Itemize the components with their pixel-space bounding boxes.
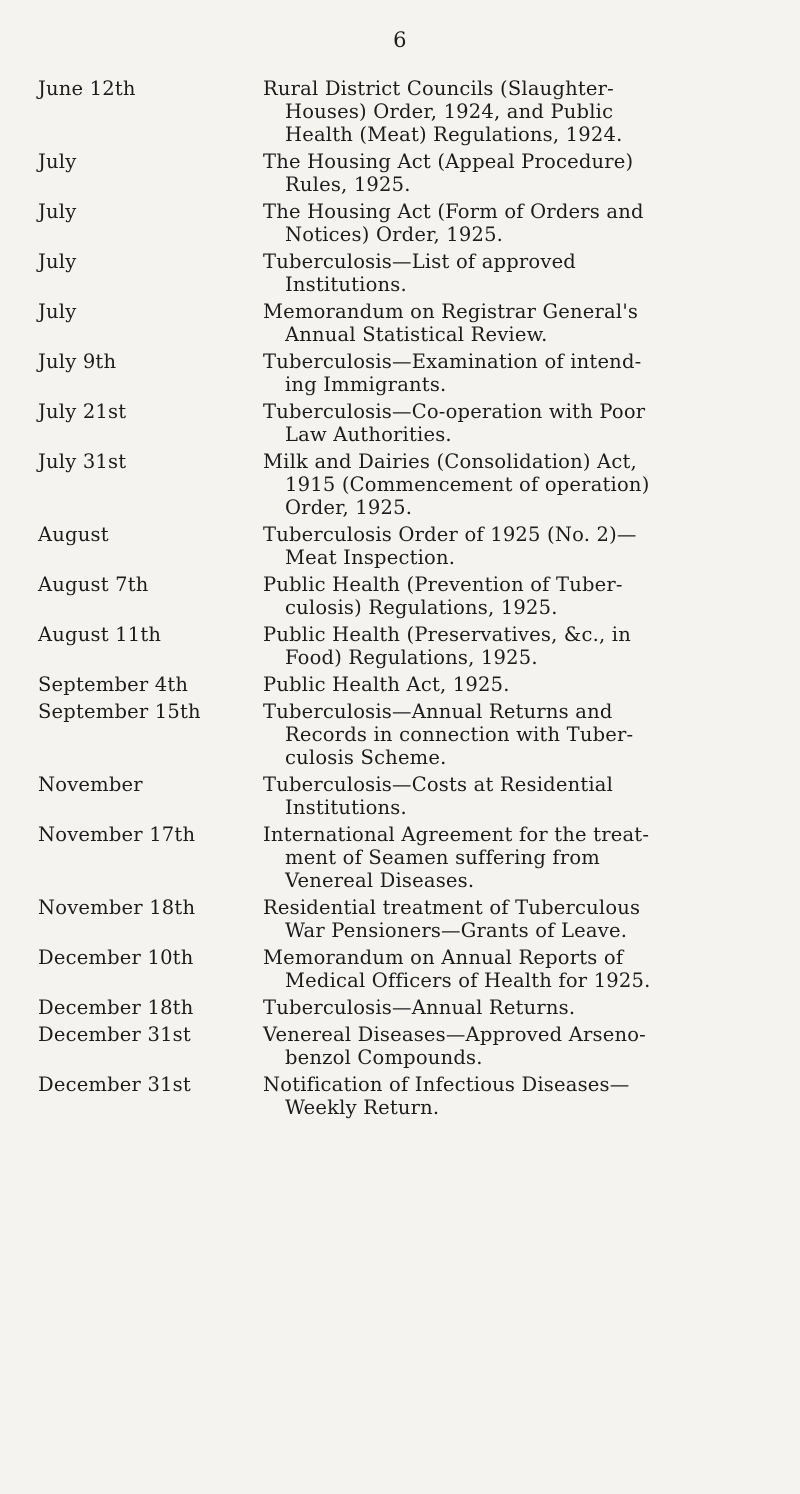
list-item — [38, 700, 768, 769]
entry-title — [263, 200, 768, 246]
entry-title-line: Memorandum on Annual Reports of — [263, 946, 624, 969]
list-item — [38, 673, 768, 696]
entry-title — [263, 523, 768, 569]
entry-date: June 12th — [38, 77, 136, 100]
entry-title-line: ment of Seamen suffering from — [285, 846, 601, 869]
entry-date: November 18th — [38, 896, 196, 919]
entry-title-line: Health (Meat) Regulations, 1924. — [285, 123, 623, 146]
entry-title-line: Public Health (Preservatives, &c., in — [263, 623, 631, 646]
entry-date: July — [38, 300, 77, 323]
entry-title-line: Notices) Order, 1925. — [285, 223, 504, 246]
entry-date: September 15th — [38, 700, 201, 723]
entry-title — [263, 773, 768, 819]
entry-title-line: Law Authorities. — [285, 423, 452, 446]
entry-title — [263, 400, 768, 446]
entry-title — [263, 450, 768, 519]
entry-title-line: Annual Statistical Review. — [285, 323, 548, 346]
entry-date: July — [38, 150, 77, 173]
entry-date: December 31st — [38, 1073, 191, 1096]
entry-title-line: International Agreement for the treat- — [263, 823, 650, 846]
entry-title-line: Institutions. — [285, 796, 407, 819]
entry-title-line: culosis Scheme. — [285, 746, 447, 769]
list-item — [38, 400, 768, 446]
entry-date: December 10th — [38, 946, 194, 969]
entry-title — [263, 300, 768, 346]
entry-title-line: Institutions. — [285, 273, 407, 296]
entry-date: July 31st — [38, 450, 127, 473]
list-item — [38, 523, 768, 569]
list-item — [38, 1023, 768, 1069]
entry-date: July 21st — [38, 400, 127, 423]
entry-date: August — [38, 523, 109, 546]
entry-title-line: Memorandum on Registrar General's — [263, 300, 639, 323]
list-item — [38, 300, 768, 346]
circulars-list — [38, 77, 768, 1123]
entry-title-line: Venereal Diseases. — [285, 869, 475, 892]
entry-title — [263, 250, 768, 296]
entry-title — [263, 150, 768, 196]
entry-date: September 4th — [38, 673, 189, 696]
list-item — [38, 1073, 768, 1119]
entry-title — [263, 823, 768, 892]
entry-title-line: Milk and Dairies (Consolidation) Act, — [263, 450, 637, 473]
entry-date: December 31st — [38, 1023, 191, 1046]
entry-title — [263, 77, 768, 146]
entry-title-line: Tuberculosis—Annual Returns and — [263, 700, 613, 723]
entry-title — [263, 1073, 768, 1119]
entry-title-line: Tuberculosis Order of 1925 (No. 2)— — [263, 523, 637, 546]
entry-title-line: Medical Officers of Health for 1925. — [285, 969, 651, 992]
entry-title — [263, 946, 768, 992]
entry-title-line: Records in connection with Tuber- — [285, 723, 634, 746]
entry-title-line: Notification of Infectious Diseases— — [263, 1073, 630, 1096]
entry-date: November 17th — [38, 823, 196, 846]
entry-date: November — [38, 773, 143, 796]
entry-title-line: The Housing Act (Form of Orders and — [263, 200, 644, 223]
list-item — [38, 823, 768, 892]
list-item — [38, 450, 768, 519]
entry-title — [263, 350, 768, 396]
entry-date: August 11th — [38, 623, 162, 646]
list-item — [38, 623, 768, 669]
entry-title-line: Tuberculosis—Annual Returns. — [263, 996, 576, 1019]
entry-date: December 18th — [38, 996, 194, 1019]
entry-title-line: The Housing Act (Appeal Procedure) — [263, 150, 634, 173]
entry-title-line: Public Health (Prevention of Tuber- — [263, 573, 623, 596]
list-item — [38, 77, 768, 146]
entry-title-line: Venereal Diseases—Approved Arseno- — [263, 1023, 646, 1046]
entry-title-line: culosis) Regulations, 1925. — [285, 596, 558, 619]
list-item — [38, 350, 768, 396]
entry-title — [263, 673, 768, 696]
entry-title — [263, 896, 768, 942]
entry-title — [263, 996, 768, 1019]
entry-title — [263, 1023, 768, 1069]
list-item — [38, 896, 768, 942]
entry-title-line: benzol Compounds. — [285, 1046, 483, 1069]
entry-title-line: 1915 (Commencement of operation) — [285, 473, 650, 496]
entry-title-line: Order, 1925. — [285, 496, 413, 519]
entry-title-line: Rural District Councils (Slaughter- — [263, 77, 614, 100]
list-item — [38, 573, 768, 619]
entry-title-line: Tuberculosis—Co-operation with Poor — [263, 400, 646, 423]
entry-title-line: Residential treatment of Tuberculous — [263, 896, 641, 919]
entry-date: August 7th — [38, 573, 149, 596]
entry-title-line: Rules, 1925. — [285, 173, 411, 196]
list-item — [38, 773, 768, 819]
entry-title-line: Public Health Act, 1925. — [263, 673, 510, 696]
entry-title — [263, 573, 768, 619]
page-number: 6 — [393, 28, 407, 52]
entry-title-line: Weekly Return. — [285, 1096, 440, 1119]
entry-date: July 9th — [38, 350, 117, 373]
entry-title-line: ing Immigrants. — [285, 373, 447, 396]
entry-title — [263, 623, 768, 669]
list-item — [38, 250, 768, 296]
entry-title-line: Tuberculosis—Costs at Residential — [263, 773, 614, 796]
list-item — [38, 996, 768, 1019]
entry-title-line: Food) Regulations, 1925. — [285, 646, 538, 669]
list-item — [38, 200, 768, 246]
entry-title-line: Meat Inspection. — [285, 546, 456, 569]
entry-title-line: War Pensioners—Grants of Leave. — [285, 919, 628, 942]
entry-date: July — [38, 250, 77, 273]
list-item — [38, 150, 768, 196]
entry-date: July — [38, 200, 77, 223]
entry-title-line: Tuberculosis—Examination of intend- — [263, 350, 642, 373]
entry-title — [263, 700, 768, 769]
entry-title-line: Houses) Order, 1924, and Public — [285, 100, 614, 123]
entry-title-line: Tuberculosis—List of approved — [263, 250, 576, 273]
list-item — [38, 946, 768, 992]
